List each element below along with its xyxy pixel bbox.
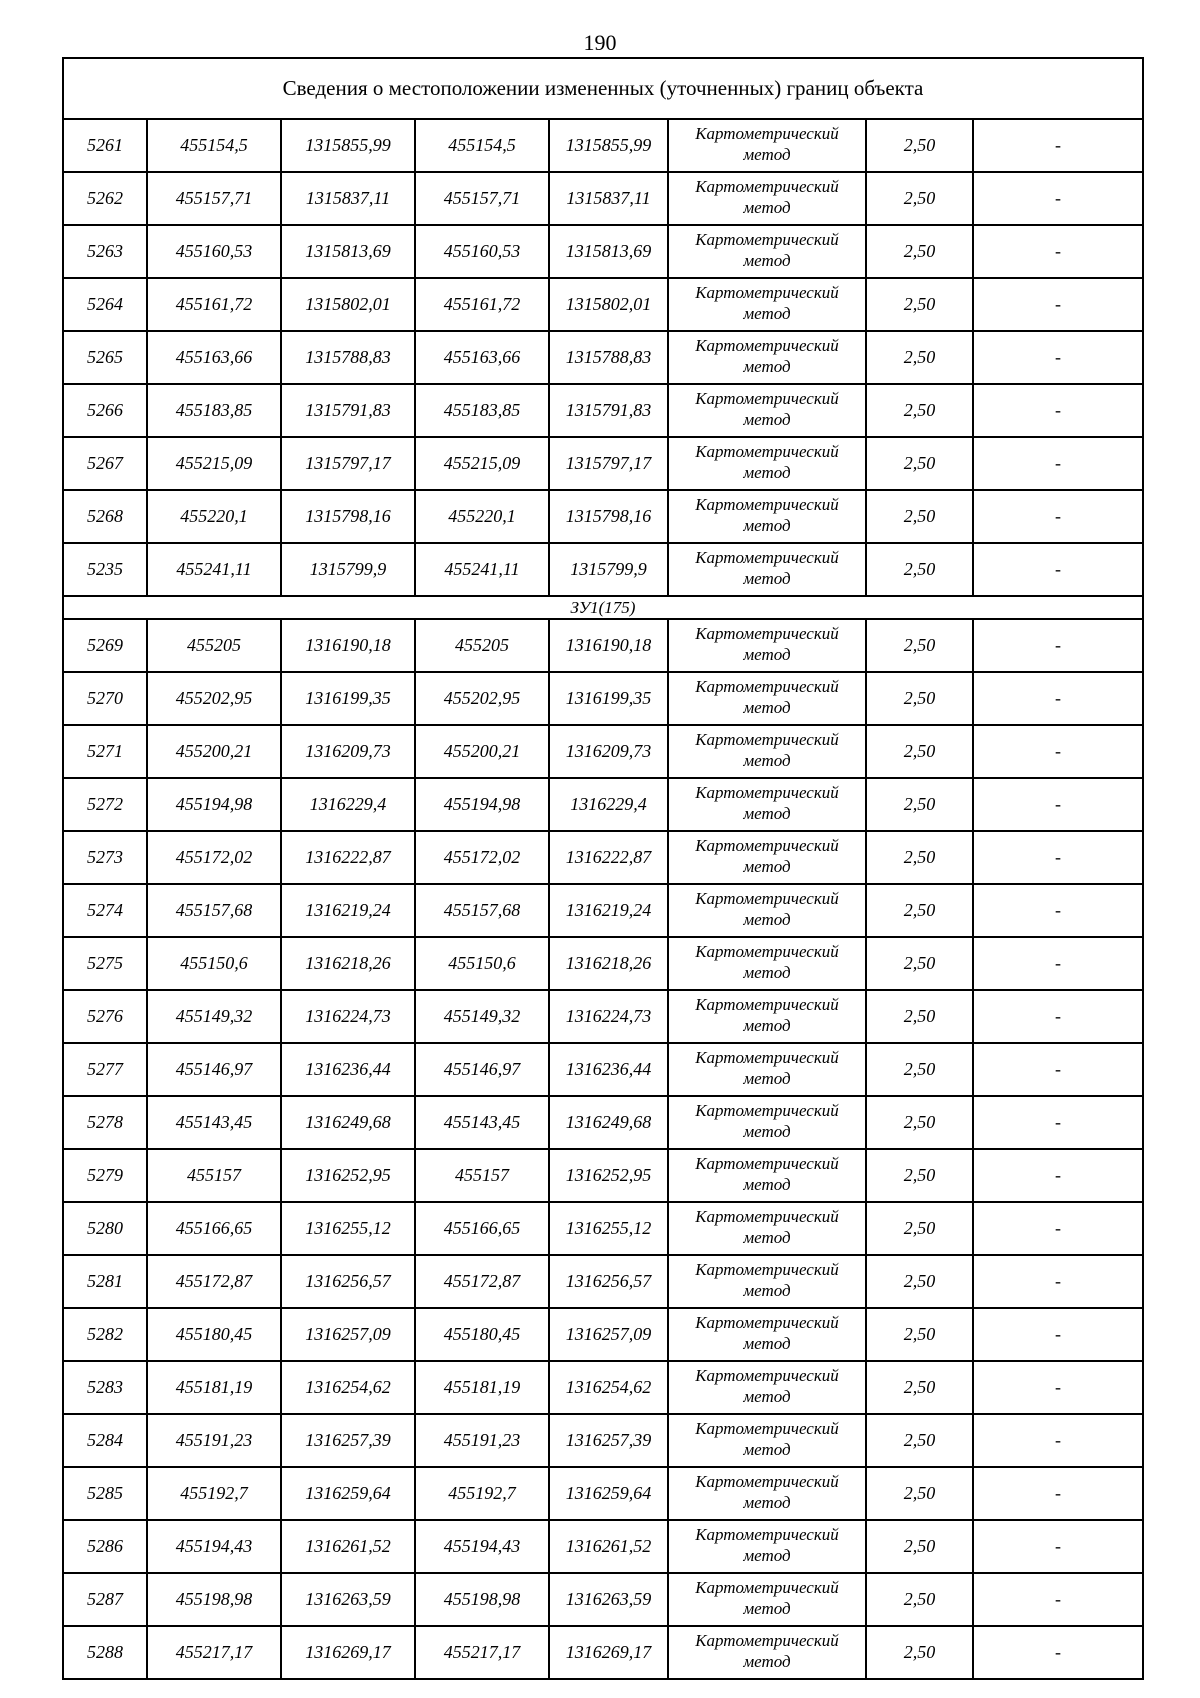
x-coordinate-existing-cell: 455181,19 (147, 1361, 281, 1414)
x-coordinate-existing-cell: 455241,11 (147, 543, 281, 596)
point-number-cell: 5267 (63, 437, 147, 490)
y-coordinate-existing-cell: 1315799,9 (281, 543, 415, 596)
table-row (63, 225, 1143, 278)
x-coordinate-existing-cell: 455194,98 (147, 778, 281, 831)
method-cell: Картометрический метод (668, 1202, 866, 1255)
x-coordinate-refined-cell: 455181,19 (415, 1361, 549, 1414)
table-row (63, 331, 1143, 384)
x-coordinate-existing-cell: 455157,71 (147, 172, 281, 225)
accuracy-cell: 2,50 (866, 1573, 973, 1626)
method-cell: Картометрический метод (668, 937, 866, 990)
y-coordinate-existing-cell: 1316256,57 (281, 1255, 415, 1308)
y-coordinate-refined-cell: 1316236,44 (549, 1043, 668, 1096)
table-row (63, 172, 1143, 225)
note-cell: - (973, 1520, 1143, 1573)
y-coordinate-existing-cell: 1315855,99 (281, 119, 415, 172)
x-coordinate-existing-cell: 455205 (147, 619, 281, 672)
table-row (63, 543, 1143, 596)
y-coordinate-refined-cell: 1315798,16 (549, 490, 668, 543)
accuracy-cell: 2,50 (866, 1043, 973, 1096)
accuracy-cell: 2,50 (866, 384, 973, 437)
method-cell: Картометрический метод (668, 543, 866, 596)
y-coordinate-refined-cell: 1316224,73 (549, 990, 668, 1043)
y-coordinate-refined-cell: 1315802,01 (549, 278, 668, 331)
table-row (63, 1255, 1143, 1308)
point-number-cell: 5284 (63, 1414, 147, 1467)
point-number-cell: 5280 (63, 1202, 147, 1255)
y-coordinate-existing-cell: 1316218,26 (281, 937, 415, 990)
x-coordinate-existing-cell: 455198,98 (147, 1573, 281, 1626)
table-row (63, 1043, 1143, 1096)
note-cell: - (973, 490, 1143, 543)
x-coordinate-existing-cell: 455194,43 (147, 1520, 281, 1573)
x-coordinate-refined-cell: 455217,17 (415, 1626, 549, 1679)
page-number: 190 (583, 30, 617, 55)
x-coordinate-existing-cell: 455143,45 (147, 1096, 281, 1149)
y-coordinate-existing-cell: 1316257,09 (281, 1308, 415, 1361)
y-coordinate-existing-cell: 1315797,17 (281, 437, 415, 490)
x-coordinate-refined-cell: 455198,98 (415, 1573, 549, 1626)
accuracy-cell: 2,50 (866, 1255, 973, 1308)
note-cell: - (973, 1361, 1143, 1414)
x-coordinate-existing-cell: 455183,85 (147, 384, 281, 437)
y-coordinate-existing-cell: 1316229,4 (281, 778, 415, 831)
method-cell: Картометрический метод (668, 831, 866, 884)
table-row (63, 384, 1143, 437)
x-coordinate-existing-cell: 455217,17 (147, 1626, 281, 1679)
accuracy-cell: 2,50 (866, 437, 973, 490)
x-coordinate-refined-cell: 455241,11 (415, 543, 549, 596)
y-coordinate-existing-cell: 1316199,35 (281, 672, 415, 725)
x-coordinate-existing-cell: 455154,5 (147, 119, 281, 172)
x-coordinate-refined-cell: 455161,72 (415, 278, 549, 331)
accuracy-cell: 2,50 (866, 672, 973, 725)
method-cell: Картометрический метод (668, 1520, 866, 1573)
y-coordinate-refined-cell: 1316218,26 (549, 937, 668, 990)
method-cell: Картометрический метод (668, 1573, 866, 1626)
accuracy-cell: 2,50 (866, 1414, 973, 1467)
method-cell: Картометрический метод (668, 119, 866, 172)
y-coordinate-existing-cell: 1316261,52 (281, 1520, 415, 1573)
y-coordinate-refined-cell: 1316254,62 (549, 1361, 668, 1414)
x-coordinate-refined-cell: 455194,43 (415, 1520, 549, 1573)
boundary-coordinates-table (62, 57, 1144, 1680)
method-cell: Картометрический метод (668, 331, 866, 384)
accuracy-cell: 2,50 (866, 1520, 973, 1573)
note-cell: - (973, 990, 1143, 1043)
y-coordinate-refined-cell: 1315797,17 (549, 437, 668, 490)
y-coordinate-existing-cell: 1316254,62 (281, 1361, 415, 1414)
note-cell: - (973, 1096, 1143, 1149)
y-coordinate-refined-cell: 1316269,17 (549, 1626, 668, 1679)
method-cell: Картометрический метод (668, 778, 866, 831)
accuracy-cell: 2,50 (866, 990, 973, 1043)
table-row (63, 1520, 1143, 1573)
accuracy-cell: 2,50 (866, 831, 973, 884)
x-coordinate-existing-cell: 455202,95 (147, 672, 281, 725)
table-row (63, 937, 1143, 990)
table-row (63, 619, 1143, 672)
table-row (63, 1626, 1143, 1679)
y-coordinate-refined-cell: 1315799,9 (549, 543, 668, 596)
method-cell: Картометрический метод (668, 1096, 866, 1149)
table-row (63, 884, 1143, 937)
y-coordinate-existing-cell: 1315791,83 (281, 384, 415, 437)
accuracy-cell: 2,50 (866, 937, 973, 990)
y-coordinate-existing-cell: 1316224,73 (281, 990, 415, 1043)
accuracy-cell: 2,50 (866, 619, 973, 672)
method-cell: Картометрический метод (668, 490, 866, 543)
point-number-cell: 5286 (63, 1520, 147, 1573)
x-coordinate-existing-cell: 455150,6 (147, 937, 281, 990)
accuracy-cell: 2,50 (866, 1467, 973, 1520)
x-coordinate-refined-cell: 455215,09 (415, 437, 549, 490)
x-coordinate-refined-cell: 455180,45 (415, 1308, 549, 1361)
note-cell: - (973, 1626, 1143, 1679)
y-coordinate-refined-cell: 1315837,11 (549, 172, 668, 225)
x-coordinate-refined-cell: 455200,21 (415, 725, 549, 778)
section-header-row (63, 596, 1143, 619)
point-number-cell: 5270 (63, 672, 147, 725)
point-number-cell: 5283 (63, 1361, 147, 1414)
table-title-row (63, 58, 1143, 119)
point-number-cell: 5288 (63, 1626, 147, 1679)
x-coordinate-existing-cell: 455163,66 (147, 331, 281, 384)
table-row (63, 119, 1143, 172)
y-coordinate-existing-cell: 1315813,69 (281, 225, 415, 278)
y-coordinate-existing-cell: 1315802,01 (281, 278, 415, 331)
note-cell: - (973, 1308, 1143, 1361)
method-cell: Картометрический метод (668, 1414, 866, 1467)
point-number-cell: 5275 (63, 937, 147, 990)
x-coordinate-refined-cell: 455163,66 (415, 331, 549, 384)
y-coordinate-refined-cell: 1316190,18 (549, 619, 668, 672)
table-row (63, 1361, 1143, 1414)
y-coordinate-refined-cell: 1315813,69 (549, 225, 668, 278)
x-coordinate-refined-cell: 455202,95 (415, 672, 549, 725)
table-row (63, 831, 1143, 884)
method-cell: Картометрический метод (668, 278, 866, 331)
point-number-cell: 5235 (63, 543, 147, 596)
x-coordinate-existing-cell: 455172,02 (147, 831, 281, 884)
y-coordinate-refined-cell: 1316222,87 (549, 831, 668, 884)
y-coordinate-refined-cell: 1316249,68 (549, 1096, 668, 1149)
method-cell: Картометрический метод (668, 225, 866, 278)
x-coordinate-existing-cell: 455157,68 (147, 884, 281, 937)
table-row (63, 1096, 1143, 1149)
x-coordinate-existing-cell: 455160,53 (147, 225, 281, 278)
y-coordinate-refined-cell: 1315791,83 (549, 384, 668, 437)
note-cell: - (973, 1202, 1143, 1255)
note-cell: - (973, 1149, 1143, 1202)
y-coordinate-existing-cell: 1316257,39 (281, 1414, 415, 1467)
note-cell: - (973, 1043, 1143, 1096)
x-coordinate-existing-cell: 455172,87 (147, 1255, 281, 1308)
note-cell: - (973, 331, 1143, 384)
point-number-cell: 5278 (63, 1096, 147, 1149)
x-coordinate-refined-cell: 455149,32 (415, 990, 549, 1043)
point-number-cell: 5276 (63, 990, 147, 1043)
accuracy-cell: 2,50 (866, 543, 973, 596)
table-row (63, 672, 1143, 725)
table-title: Сведения о местоположении измененных (уточненных) границ объекта (63, 58, 1143, 119)
y-coordinate-existing-cell: 1315798,16 (281, 490, 415, 543)
x-coordinate-existing-cell: 455200,21 (147, 725, 281, 778)
point-number-cell: 5264 (63, 278, 147, 331)
y-coordinate-refined-cell: 1316199,35 (549, 672, 668, 725)
table-row (63, 1149, 1143, 1202)
y-coordinate-existing-cell: 1316252,95 (281, 1149, 415, 1202)
y-coordinate-refined-cell: 1316252,95 (549, 1149, 668, 1202)
method-cell: Картометрический метод (668, 1308, 866, 1361)
x-coordinate-refined-cell: 455172,02 (415, 831, 549, 884)
y-coordinate-refined-cell: 1315855,99 (549, 119, 668, 172)
table-row (63, 1308, 1143, 1361)
table-row (63, 778, 1143, 831)
table-row (63, 725, 1143, 778)
accuracy-cell: 2,50 (866, 278, 973, 331)
note-cell: - (973, 619, 1143, 672)
note-cell: - (973, 1467, 1143, 1520)
x-coordinate-refined-cell: 455160,53 (415, 225, 549, 278)
y-coordinate-existing-cell: 1316259,64 (281, 1467, 415, 1520)
y-coordinate-existing-cell: 1315788,83 (281, 331, 415, 384)
x-coordinate-refined-cell: 455150,6 (415, 937, 549, 990)
y-coordinate-existing-cell: 1316255,12 (281, 1202, 415, 1255)
point-number-cell: 5273 (63, 831, 147, 884)
accuracy-cell: 2,50 (866, 884, 973, 937)
method-cell: Картометрический метод (668, 172, 866, 225)
section-label: ЗУ1(175) (63, 596, 1143, 619)
note-cell: - (973, 1573, 1143, 1626)
y-coordinate-existing-cell: 1316269,17 (281, 1626, 415, 1679)
x-coordinate-existing-cell: 455191,23 (147, 1414, 281, 1467)
method-cell: Картометрический метод (668, 1467, 866, 1520)
y-coordinate-refined-cell: 1315788,83 (549, 331, 668, 384)
accuracy-cell: 2,50 (866, 331, 973, 384)
table-row (63, 1573, 1143, 1626)
x-coordinate-refined-cell: 455166,65 (415, 1202, 549, 1255)
accuracy-cell: 2,50 (866, 725, 973, 778)
note-cell: - (973, 384, 1143, 437)
x-coordinate-refined-cell: 455183,85 (415, 384, 549, 437)
y-coordinate-refined-cell: 1316257,09 (549, 1308, 668, 1361)
y-coordinate-refined-cell: 1316209,73 (549, 725, 668, 778)
point-number-cell: 5287 (63, 1573, 147, 1626)
point-number-cell: 5272 (63, 778, 147, 831)
point-number-cell: 5268 (63, 490, 147, 543)
y-coordinate-existing-cell: 1315837,11 (281, 172, 415, 225)
x-coordinate-existing-cell: 455192,7 (147, 1467, 281, 1520)
accuracy-cell: 2,50 (866, 119, 973, 172)
method-cell: Картометрический метод (668, 619, 866, 672)
accuracy-cell: 2,50 (866, 1361, 973, 1414)
method-cell: Картометрический метод (668, 1626, 866, 1679)
note-cell: - (973, 831, 1143, 884)
note-cell: - (973, 778, 1143, 831)
point-number-cell: 5271 (63, 725, 147, 778)
accuracy-cell: 2,50 (866, 225, 973, 278)
x-coordinate-refined-cell: 455157,71 (415, 172, 549, 225)
point-number-cell: 5262 (63, 172, 147, 225)
note-cell: - (973, 543, 1143, 596)
y-coordinate-refined-cell: 1316229,4 (549, 778, 668, 831)
x-coordinate-refined-cell: 455205 (415, 619, 549, 672)
point-number-cell: 5282 (63, 1308, 147, 1361)
method-cell: Картометрический метод (668, 672, 866, 725)
accuracy-cell: 2,50 (866, 1096, 973, 1149)
y-coordinate-existing-cell: 1316236,44 (281, 1043, 415, 1096)
point-number-cell: 5265 (63, 331, 147, 384)
y-coordinate-refined-cell: 1316257,39 (549, 1414, 668, 1467)
method-cell: Картометрический метод (668, 1043, 866, 1096)
method-cell: Картометрический метод (668, 1255, 866, 1308)
x-coordinate-refined-cell: 455146,97 (415, 1043, 549, 1096)
accuracy-cell: 2,50 (866, 778, 973, 831)
note-cell: - (973, 278, 1143, 331)
accuracy-cell: 2,50 (866, 1308, 973, 1361)
table-row (63, 990, 1143, 1043)
note-cell: - (973, 672, 1143, 725)
x-coordinate-refined-cell: 455194,98 (415, 778, 549, 831)
note-cell: - (973, 437, 1143, 490)
method-cell: Картометрический метод (668, 1361, 866, 1414)
method-cell: Картометрический метод (668, 1149, 866, 1202)
x-coordinate-existing-cell: 455157 (147, 1149, 281, 1202)
table-row (63, 1467, 1143, 1520)
point-number-cell: 5281 (63, 1255, 147, 1308)
y-coordinate-refined-cell: 1316263,59 (549, 1573, 668, 1626)
table-row (63, 437, 1143, 490)
point-number-cell: 5285 (63, 1467, 147, 1520)
note-cell: - (973, 119, 1143, 172)
y-coordinate-refined-cell: 1316261,52 (549, 1520, 668, 1573)
note-cell: - (973, 1414, 1143, 1467)
method-cell: Картометрический метод (668, 884, 866, 937)
note-cell: - (973, 172, 1143, 225)
x-coordinate-refined-cell: 455191,23 (415, 1414, 549, 1467)
x-coordinate-existing-cell: 455220,1 (147, 490, 281, 543)
note-cell: - (973, 725, 1143, 778)
accuracy-cell: 2,50 (866, 1202, 973, 1255)
y-coordinate-refined-cell: 1316219,24 (549, 884, 668, 937)
table-row (63, 1414, 1143, 1467)
accuracy-cell: 2,50 (866, 490, 973, 543)
note-cell: - (973, 884, 1143, 937)
y-coordinate-refined-cell: 1316256,57 (549, 1255, 668, 1308)
accuracy-cell: 2,50 (866, 172, 973, 225)
note-cell: - (973, 225, 1143, 278)
point-number-cell: 5261 (63, 119, 147, 172)
x-coordinate-refined-cell: 455157 (415, 1149, 549, 1202)
x-coordinate-existing-cell: 455215,09 (147, 437, 281, 490)
y-coordinate-existing-cell: 1316190,18 (281, 619, 415, 672)
point-number-cell: 5266 (63, 384, 147, 437)
y-coordinate-existing-cell: 1316263,59 (281, 1573, 415, 1626)
x-coordinate-refined-cell: 455157,68 (415, 884, 549, 937)
point-number-cell: 5279 (63, 1149, 147, 1202)
accuracy-cell: 2,50 (866, 1626, 973, 1679)
x-coordinate-refined-cell: 455192,7 (415, 1467, 549, 1520)
accuracy-cell: 2,50 (866, 1149, 973, 1202)
x-coordinate-existing-cell: 455161,72 (147, 278, 281, 331)
y-coordinate-existing-cell: 1316209,73 (281, 725, 415, 778)
table-row (63, 490, 1143, 543)
method-cell: Картометрический метод (668, 990, 866, 1043)
point-number-cell: 5263 (63, 225, 147, 278)
x-coordinate-refined-cell: 455154,5 (415, 119, 549, 172)
x-coordinate-existing-cell: 455166,65 (147, 1202, 281, 1255)
method-cell: Картометрический метод (668, 437, 866, 490)
point-number-cell: 5277 (63, 1043, 147, 1096)
table-row (63, 278, 1143, 331)
method-cell: Картометрический метод (668, 384, 866, 437)
x-coordinate-refined-cell: 455143,45 (415, 1096, 549, 1149)
x-coordinate-existing-cell: 455149,32 (147, 990, 281, 1043)
table-row (63, 1202, 1143, 1255)
y-coordinate-existing-cell: 1316249,68 (281, 1096, 415, 1149)
method-cell: Картометрический метод (668, 725, 866, 778)
y-coordinate-refined-cell: 1316259,64 (549, 1467, 668, 1520)
note-cell: - (973, 1255, 1143, 1308)
y-coordinate-existing-cell: 1316222,87 (281, 831, 415, 884)
point-number-cell: 5274 (63, 884, 147, 937)
point-number-cell: 5269 (63, 619, 147, 672)
x-coordinate-refined-cell: 455172,87 (415, 1255, 549, 1308)
x-coordinate-existing-cell: 455180,45 (147, 1308, 281, 1361)
y-coordinate-refined-cell: 1316255,12 (549, 1202, 668, 1255)
y-coordinate-existing-cell: 1316219,24 (281, 884, 415, 937)
x-coordinate-existing-cell: 455146,97 (147, 1043, 281, 1096)
x-coordinate-refined-cell: 455220,1 (415, 490, 549, 543)
note-cell: - (973, 937, 1143, 990)
